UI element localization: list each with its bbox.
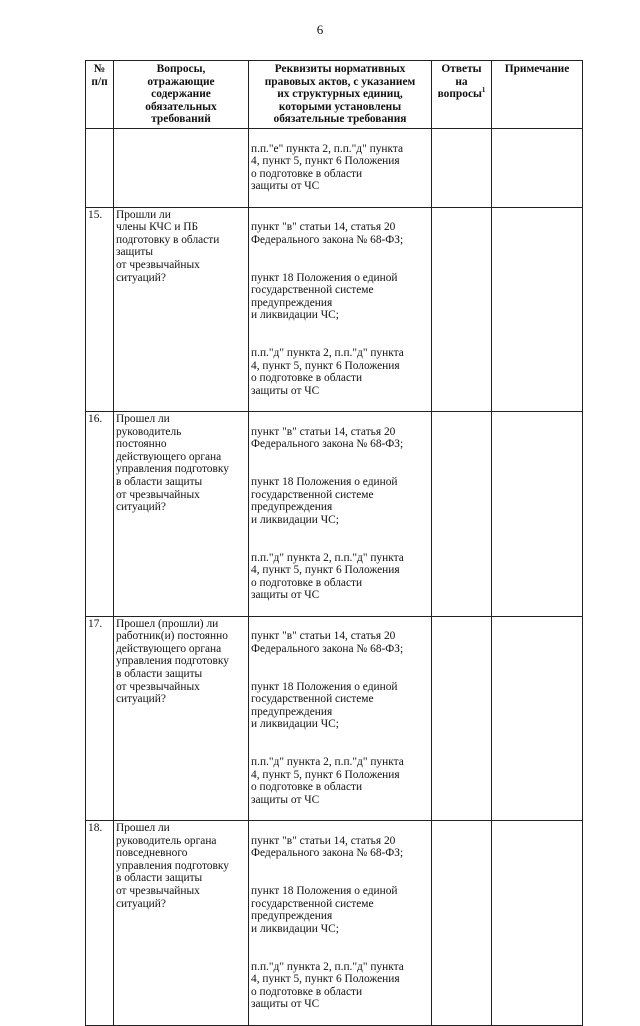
row-num: 15. bbox=[86, 207, 114, 412]
reference-item: пункт 18 Положения о единой государственной системе предупреждения и ликвидации ЧС; bbox=[251, 885, 398, 935]
row-answer-cell bbox=[432, 821, 492, 1026]
row-question: Прошли ли члены КЧС и ПБ подготовку в области защиты от чрезвычайных ситуаций? bbox=[114, 207, 249, 412]
row-references bbox=[249, 616, 432, 821]
row-num bbox=[86, 128, 114, 207]
reference-item: п.п."д" пункта 2, п.п."д" пункта 4, пункт 5, пункт 6 Положения о подготовке в области защиты от ЧС bbox=[251, 347, 404, 397]
reference-item: пункт 18 Положения о единой государственной системе предупреждения и ликвидации ЧС; bbox=[251, 271, 398, 322]
reference-item: пункт 18 Положения о единой государственной системе предупреждения и ликвидации ЧС; bbox=[251, 680, 398, 731]
row-answer-cell bbox=[432, 616, 492, 821]
requirements-table bbox=[85, 60, 583, 1026]
reference-item: пункт "в" статьи 14, статья 20 Федерального закона № 68-ФЗ; bbox=[251, 221, 404, 246]
row-note-cell bbox=[492, 616, 583, 821]
table-row bbox=[86, 821, 583, 1026]
header-num: № п/п bbox=[86, 61, 114, 129]
table-row bbox=[86, 128, 583, 207]
table-header-row bbox=[86, 61, 583, 129]
reference-item: пункт 18 Положения о единой государственной системе предупреждения и ликвидации ЧС; bbox=[251, 476, 398, 526]
reference-item: пункт "в" статьи 14, статья 20 Федерального закона № 68-ФЗ; bbox=[251, 834, 404, 860]
header-references: Реквизиты нормативных правовых актов, с указанием их структурных единиц, которыми установлены обязательные требования bbox=[249, 61, 432, 129]
reference-item: п.п."е" пункта 2, п.п."д" пункта 4, пункт 5, пункт 6 Положения о подготовке в области защиты от ЧС bbox=[251, 142, 404, 193]
row-num: 17. bbox=[86, 616, 114, 821]
row-references bbox=[249, 128, 432, 207]
table-row bbox=[86, 207, 583, 412]
reference-item: пункт "в" статьи 14, статья 20 Федерального закона № 68-ФЗ; bbox=[251, 425, 404, 451]
row-note-cell bbox=[492, 412, 583, 617]
row-num: 18. bbox=[86, 821, 114, 1026]
reference-item: пункт "в" статьи 14, статья 20 Федерального закона № 68-ФЗ; bbox=[251, 630, 404, 655]
row-question: Прошел ли руководитель постоянно действующего органа управления подготовку в области защиты от чрезвычайных ситуаций? bbox=[114, 412, 249, 617]
row-note-cell bbox=[492, 128, 583, 207]
table-row bbox=[86, 616, 583, 821]
header-answers-label: Ответы на вопросы bbox=[437, 63, 482, 101]
reference-item: п.п."д" пункта 2, п.п."д" пункта 4, пункт 5, пункт 6 Положения о подготовке в области защиты от ЧС bbox=[251, 960, 404, 1011]
header-answers-footnote: 1 bbox=[481, 86, 486, 95]
page-number: 6 bbox=[316, 22, 324, 37]
table-row bbox=[86, 412, 583, 617]
row-answer-cell bbox=[432, 412, 492, 617]
header-questions: Вопросы, отражающие содержание обязательных требований bbox=[114, 61, 249, 129]
row-references bbox=[249, 821, 432, 1026]
header-answers bbox=[432, 61, 492, 129]
row-references bbox=[249, 412, 432, 617]
row-question: Прошел (прошли) ли работник(и) постоянно действующего органа управления подготовку в области защиты от чрезвычайных ситуаций? bbox=[114, 616, 249, 821]
row-answer-cell bbox=[432, 128, 492, 207]
row-note-cell bbox=[492, 207, 583, 412]
reference-item: п.п."д" пункта 2, п.п."д" пункта 4, пункт 5, пункт 6 Положения о подготовке в области защиты от ЧС bbox=[251, 756, 404, 806]
header-notes: Примечание bbox=[492, 61, 583, 129]
row-num: 16. bbox=[86, 412, 114, 617]
row-question bbox=[114, 128, 249, 207]
row-note-cell bbox=[492, 821, 583, 1026]
reference-item: п.п."д" пункта 2, п.п."д" пункта 4, пункт 5, пункт 6 Положения о подготовке в области защиты от ЧС bbox=[251, 551, 404, 602]
row-question: Прошел ли руководитель органа повседневного управления подготовку в области защиты от чрезвычайных ситуаций? bbox=[114, 821, 249, 1026]
row-answer-cell bbox=[432, 207, 492, 412]
row-references bbox=[249, 207, 432, 412]
